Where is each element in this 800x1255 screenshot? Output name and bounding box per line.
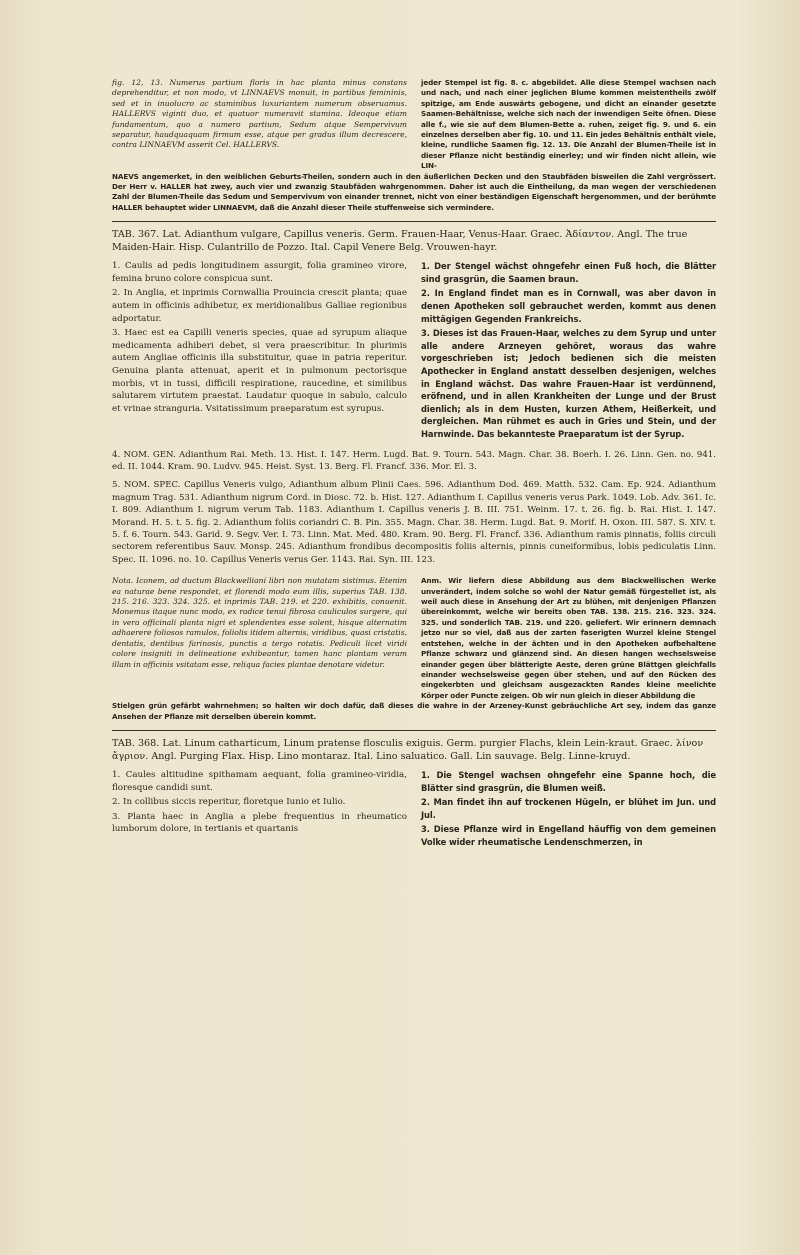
tab-368-latin-paragraph: 3. Planta haec in Anglia a plebe frequentius in rheumatico lumborum dolore, in tertianis et quartanis	[112, 811, 407, 835]
section-divider	[112, 221, 716, 222]
tab-367-latin-paragraph: 2. In Anglia, et inprimis Cornwallia Prouincia crescit planta; quae autem in officinis adhibetur, ex meridionalibus Galliae regionibus adportatur.	[112, 288, 407, 324]
tab-367-nota-german: Anm. Wir liefern diese Abbildung aus dem Blackwellischen Werke unverändert, indem solche so wohl der Natur gemäß fürgestellet ist, als weil auch diese in Ansehung der Art zu blühen, mit denjenigen Pflanzen übereinkommt, welche wir bereits oben TAB. 138. 215. 216. 323. 324. 325. und sonderlich TAB. 219. und 220. geliefert. Wir erinnern demnach jetzo nur so viel, daß aus der zarten faserigten Wurzel kleine Stengel entstehen, welche in der ächten und in den Apotheken aufbehaltene Pflanze schwarz und glänzend sind. An diesen hangen wechselsweise einander gegen über blätterigte Aeste, deren grüne Blättgen gleichfalls einander wechselsweise gegen über stehen, und auf den Rücken des eingekerbten und gleichsam ausgezackten Randes kleine meelichte Körper oder Puncte zeigen. Ob wir nun gleich in dieser Abbildung die	[421, 576, 716, 700]
tab-367-nota-latin: Nota. Iconem, ad ductum Blackwellianí libri non mutatam sistimus. Etenim ea naturae bene respondet, et florendi modo eum illis, superius TAB. 138. 215. 216. 323. 324. 325. et inprimis TAB. 219. et 220. exhibitis, conuenit. Monemus itaque nunc modo, ex radice tenui fibrosa cauliculos surgere, qui in vera officinali planta nigri et splendentes esse solent, hisque alternatim adhaerere foliosos ramulos, foliolis itidem alternis, viridibus, quasi cristatis, dentatis, dentibus farinosis, punctis a tergo rotatis. Pediculi licet viridi colore insigniti in delineatione exhibeantur, tamen hanc plantam veram illam in officinis vsitatam esse, reliqua facies plantae denotare videtur.	[112, 576, 407, 669]
tab-367-german-paragraph: 2. In England findet man es in Cornwall, was aber davon in denen Apotheken soll gebrauchet werden, kommt aus denen mittägigen Gegenden Frankreichs.	[421, 288, 716, 324]
tab-368-german-paragraph: 3. Diese Pflanze wird in Engelland häuffig von dem gemeinen Volke wider rheumatische Lendenschmerzen, in	[421, 824, 716, 847]
tab-367-german-paragraph: 3. Dieses ist das Frauen-Haar, welches zu dem Syrup und unter alle andere Arzneyen gehöret, woraus das wahre vorgeschrieben ist; Jedoch bedienen sich die meisten Apothecker in England anstatt desselben desjenigen, welches in England wächst. Das wahre Frauen-Haar ist verdünnend, eröfnend, und in allen Krankheiten der Lunge und der Brust dienlich; als in dem Husten, kurzen Athem, Heißerkeit, und dergleichen. Man rühmet es auch in Gries und Stein, und der Harnwinde. Das bekannteste Praeparatum ist der Syrup.	[421, 328, 716, 439]
tab-367-nom-gen: 4. NOM. GEN. Adianthum Rai. Meth. 13. Hist. I. 147. Herm. Lugd. Bat. 9. Tourn. 543. Magn. Char. 38. Boerh. I. 26. Linn. Gen. no. 941. ed. II. 1044. Kram. 90. Ludvv. 945. Heist. Syst. 13. Berg. Fl. Francf. 336. Mor. El. 3.	[112, 449, 716, 472]
tab-367-nota-german-tail: Stielgen grün gefärbt wahrnehmen; so halten wir doch dafür, daß dieses die wahre in der Arzeney-Kunst gebräuchliche Art sey, indem das ganze Ansehen der Pflanze mit derselben überein kommt.	[112, 701, 716, 721]
section-divider	[112, 730, 716, 731]
tab-368-latin-paragraph: 2. In collibus siccis reperitur, floretque Iunio et Iulio.	[112, 797, 346, 808]
tab-368-german-paragraph: 2. Man findet ihn auf trockenen Hügeln, er blühet im Jun. und Jul.	[421, 797, 716, 820]
top-continuation	[112, 78, 716, 172]
tab-367-header: TAB. 367. Lat. Adianthum vulgare, Capillus veneris. Germ. Frauen-Haar, Venus-Haar. Graec. Ἀδίαντον. Angl. The true Maiden-Hair. Hisp. Culantrillo de Pozzo. Ital. Capil Venere Belg. Vrouwen-hayr.	[112, 229, 688, 254]
tab-367-columns	[112, 260, 716, 442]
tab-367-nom-spec: 5. NOM. SPEC. Capillus Veneris vulgo, Adianthum album Plinii Caes. 596. Adianthum Dod. 469. Matth. 532. Cam. Ep. 924. Adianthum magnum Trag. 531. Adianthum nigrum Cord. in Diosc. 72. b. Hist. 127. Adianthum I. Capillus veneris verus Park. 1049. Lob. Adv. 361. Ic. I. 809. Adianthum I. nigrum verum Tab. 1183. Adianthum I. Capillus veneris J. B. III. 751. Weinm. 17. t. 26. fig. b. Rai. Hist. I. 147. Morand. H. 5. t. 5. fig. 2. Adianthum foliis coriandri C. B. Pin. 355. Magn. Char. 38. Herm. Lugd. Bat. 9. Morif. H. Oxon. III. 587. S. XIV. t. 5. f. 6. Tourn. 543. Garid. 9. Segv. Ver. I. 73. Linn. Mat. Med. 480. Kram. 90. Berg. Fl. Francf. 336. Adianthum ramis pinnatis, foliis circuli sectorem referentibus Sauv. Monsp. 245. Adianthum frondibus decompositis foliis alternis, pinnis cuneiformibus, lobis pediculatis Linn. Spec. II. 1096. no. 10. Capillus Veneris verus Ger. 1143. Rai. Syn. III. 123.	[112, 480, 716, 565]
tab-368-latin-paragraph: 1. Caules altitudine spithamam aequant, folia gramineo-viridia, floresque candidi sunt.	[112, 769, 407, 793]
tab-368-german-paragraph: 1. Die Stengel wachsen ohngefehr eine Spanne hoch, die Blätter sind grasgrün, die Blumen weiß.	[421, 769, 716, 793]
tab-367-notes	[112, 576, 716, 701]
tab-368-header: TAB. 368. Lat. Linum catharticum, Linum pratense flosculis exiguis. Germ. purgier Flachs, klein Lein-kraut. Graec. λίνον ἄγριον. Angl. Purging Flax. Hisp. Lino montaraz. Ital. Lino saluatico. Gall. Lin sauvage. Belg. Linne-kruyd.	[112, 737, 704, 762]
tab-368-latin-column	[112, 769, 407, 851]
tab-368-german-column	[421, 769, 716, 851]
tab-367-latin-paragraph: 1. Caulis ad pedis longitudinem assurgit, folia gramineo virore, femina bruno colore conspicua sunt.	[112, 261, 407, 284]
tab-367-german-paragraph: 1. Der Stengel wächst ohngefehr einen Fuß hoch, die Blätter sind grasgrün, die Saamen braun.	[421, 261, 716, 284]
tab-367-latin-paragraph: 3. Haec est ea Capilli veneris species, quae ad syrupum aliaque medicamenta adhiberi debet, si vera praescribitur. In plurimis autem Angliae officinis illa substituitur, quae in patria reperitur. Genuina planta attenuat, aperit et in pulmonum pectorisque morbis, vt in tussi, difficili respiratione, raucedine, et similibus salutarem virtutem praestat. Laudatur quoque in sabulo, calculo et vrinae stranguria. Vsitatissimum praeparatum est syrupus.	[112, 328, 407, 414]
top-latin-column: fig. 12, 13. Numerus partium floris in hac planta minus constans deprehenditur, et non modo, vt LINNAEVS monuit, in partibus femininis, sed et in inuolucro ac staminibus luxuriantem numerum obseruamus. HALLERVS viginti duo, et quatuor numeravit stamina. Ideoque etiam fundamentum, quo a numero partium, Sedum atque Sempervivum separatur, haudquaquam firmum esse, atque per gradus illum decrescere, contra LINNAEVM asserit Cel. HALLERVS.	[112, 78, 407, 150]
tab-368-columns	[112, 769, 716, 851]
top-german-column: jeder Stempel ist fig. 8. c. abgebildet. Alle diese Stempel wachsen nach und nach, und nach einer jeglichen Blume kommen meistentheils zwölf spitzige, am Ende auswärts gebogene, und dicht an einander gesetzte Saamen-Behältnisse, welche sich nach der inwendigen Seite öfnen. Diese alle f., wie sie auf dem Blumen-Bette a. ruhen, zeiget fig. 9. und 6. ein einzelnes derselben aber fig. 10. und 11. Ein jedes Behältnis enthält viele, kleine, rundliche Saamen fig. 12. 13. Die Anzahl der Blumen-Theile ist in dieser Pflanze nicht beständig einerley; und wir finden nicht allein, wie LIN-	[421, 78, 716, 171]
top-german-full-width: NAEVS angemerket, in den weiblichen Geburts-Theilen, sondern auch in den äußerlichen Decken und den Staubfäden bisweilen die Zahl vergrössert. Der Herr v. HALLER hat zwey, auch vier und zwanzig Staubfäden wahrgenommen. Daher ist auch die Eintheilung, da man wegen der verschiedenen Zahl der Blumen-Theile das Sedum und Sempervivum von einander trennet, nicht von einer beständigen Eigenschaft hergenommen, und der berühmte HALLER behauptet wider LINNAEVM, daß die Anzahl dieser Theile stuffenweise sich vermindere.	[112, 171, 716, 212]
tab-367-latin-column	[112, 260, 407, 442]
tab-367-german-column	[421, 260, 716, 442]
